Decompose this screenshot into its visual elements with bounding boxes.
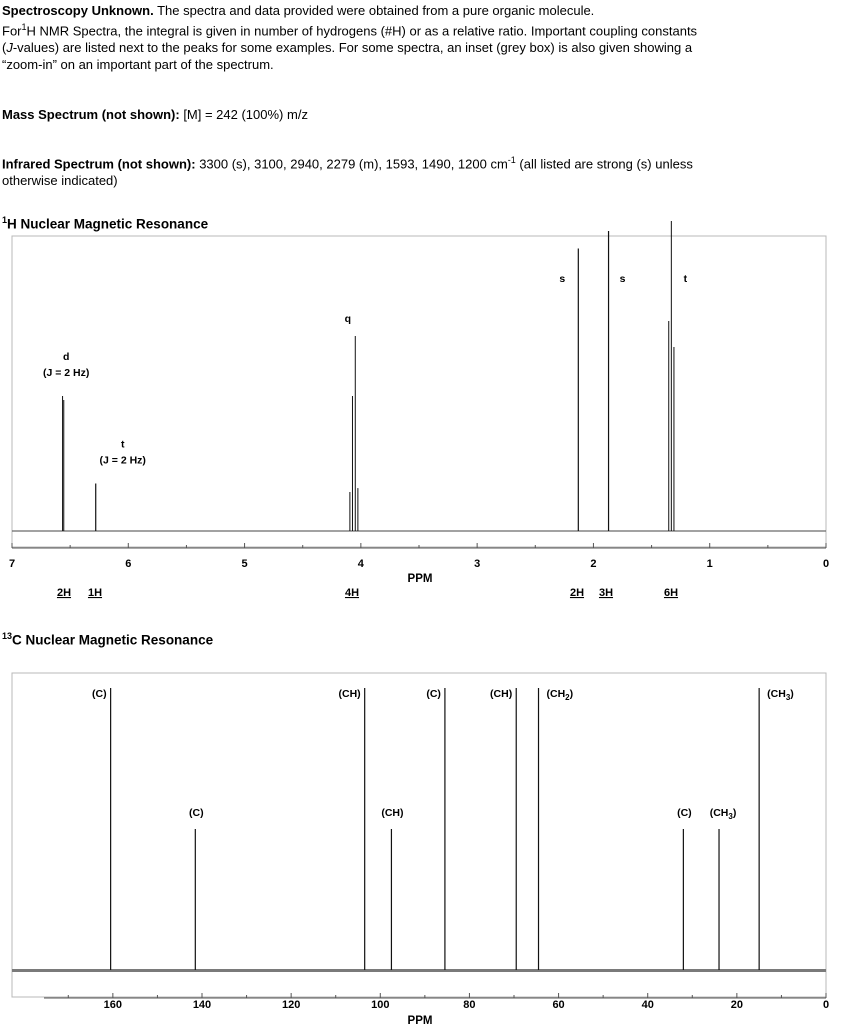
c-nmr-peak-label: (CH) xyxy=(338,688,361,700)
c-nmr-peak-label: (C) xyxy=(677,807,692,819)
c-nmr-tick-label: 80 xyxy=(463,999,476,1011)
h-nmr-tick-label: 7 xyxy=(8,558,16,570)
intro-line2-sup: 1 xyxy=(21,22,27,32)
h-nmr-integral-label: 3H xyxy=(598,587,614,599)
h-nmr-tick-label: 4 xyxy=(357,558,364,570)
c-nmr-peak-label: $(CH_2)$ xyxy=(546,688,574,702)
intro-line2-post: H NMR Spectra, the integral is given in number of hydrogens (#H) or as a relative ratio. Important coupling constants xyxy=(26,23,698,39)
h-nmr-tick-label: 2 xyxy=(590,558,597,570)
intro-line3-italic: J xyxy=(6,40,13,56)
c-nmr-peak-label: $(CH_3)$ xyxy=(709,807,737,821)
h-nmr-x-axis-title: PPM xyxy=(407,573,433,585)
h-nmr-title-text: H Nuclear Magnetic Resonance xyxy=(7,216,209,232)
intro-sentence: The spectra and data provided were obtained from a pure organic molecule. xyxy=(157,3,595,18)
intro-line2-pre: For xyxy=(2,23,22,39)
intro-line4: “zoom-in” on an important part of the spectrum. xyxy=(2,57,274,73)
ir-spectrum-unit-sup: -1 xyxy=(507,155,516,165)
ir-spectrum-value: 3300 (s), 3100, 2940, 2279 (m), 1593, 1490, 1200 cm xyxy=(199,156,508,172)
h-nmr-tick-label: 6 xyxy=(125,558,132,570)
h-nmr-coupling-label: (J = 2 Hz) xyxy=(99,454,146,467)
h-nmr-tick-label: 1 xyxy=(706,558,713,570)
c-nmr-tick-label: 40 xyxy=(641,999,654,1011)
c-nmr-tick-label: 100 xyxy=(371,999,390,1011)
h-nmr-multiplicity-label: d xyxy=(62,351,70,363)
ir-spectrum-label: Infrared Spectrum (not shown): xyxy=(2,156,196,172)
c-nmr-frame xyxy=(12,673,826,997)
c-nmr-tick-label: 20 xyxy=(730,999,743,1011)
c-nmr-peak-label: (C) xyxy=(189,807,204,819)
mass-spectrum-label: Mass Spectrum (not shown): xyxy=(2,107,180,122)
intro-line3-pre: ( xyxy=(2,40,7,56)
c-nmr-peak-label: (C) xyxy=(426,688,441,700)
c-nmr-x-axis-title: PPM xyxy=(407,1015,433,1027)
c-nmr-tick-label: 140 xyxy=(192,999,212,1011)
h-nmr-multiplicity-label: s xyxy=(619,273,626,285)
h-nmr-integral-label: 1H xyxy=(87,587,103,599)
c-nmr-peak-label: (C) xyxy=(92,688,107,700)
c-nmr-title-sup: 13 xyxy=(2,631,13,641)
h-nmr-multiplicity-label: q xyxy=(344,313,352,325)
c-nmr-title-text: C Nuclear Magnetic Resonance xyxy=(12,632,214,648)
h-nmr-tick-label: 5 xyxy=(241,558,248,570)
h-nmr-multiplicity-label: t xyxy=(683,273,688,285)
h-nmr-multiplicity-label: s xyxy=(559,273,566,285)
ir-spectrum-tail: (all listed are strong (s) unless xyxy=(519,156,693,172)
intro-line3-post: -values) are listed next to the peaks for some examples. For some spectra, an inset (grey box) is also given showing a xyxy=(12,40,693,56)
h-nmr-tick-label: 3 xyxy=(474,558,481,570)
h-nmr-integral-label: 2H xyxy=(56,587,72,599)
h-nmr-multiplicity-label: t xyxy=(120,438,125,451)
intro-heading: Spectroscopy Unknown. xyxy=(2,3,154,18)
c-nmr-peak-label: (CH) xyxy=(490,688,513,700)
c-nmr-tick-label: 0 xyxy=(822,999,830,1011)
h-nmr-tick-label: 0 xyxy=(822,558,830,570)
c-nmr-tick-label: 120 xyxy=(281,999,301,1011)
h-nmr-title-sup: 1 xyxy=(2,215,8,225)
h-nmr-integral-label: 2H xyxy=(569,587,585,599)
h-nmr-integral-label: 6H xyxy=(663,587,679,599)
ir-spectrum-line2: otherwise indicated) xyxy=(2,173,118,189)
c-nmr-tick-label: 60 xyxy=(552,999,565,1011)
c-nmr-peak-label: (CH) xyxy=(381,807,404,819)
h-nmr-integral-label: 4H xyxy=(344,587,360,599)
c-nmr-baseline xyxy=(12,969,826,972)
c-nmr-tick-label: 160 xyxy=(103,999,123,1011)
c-nmr-peak-label: $(CH_3)$ xyxy=(767,688,794,702)
mass-spectrum-value: [M] = 242 (100%) m/z xyxy=(183,107,308,122)
h-nmr-coupling-label: (J = 2 Hz) xyxy=(42,367,90,379)
